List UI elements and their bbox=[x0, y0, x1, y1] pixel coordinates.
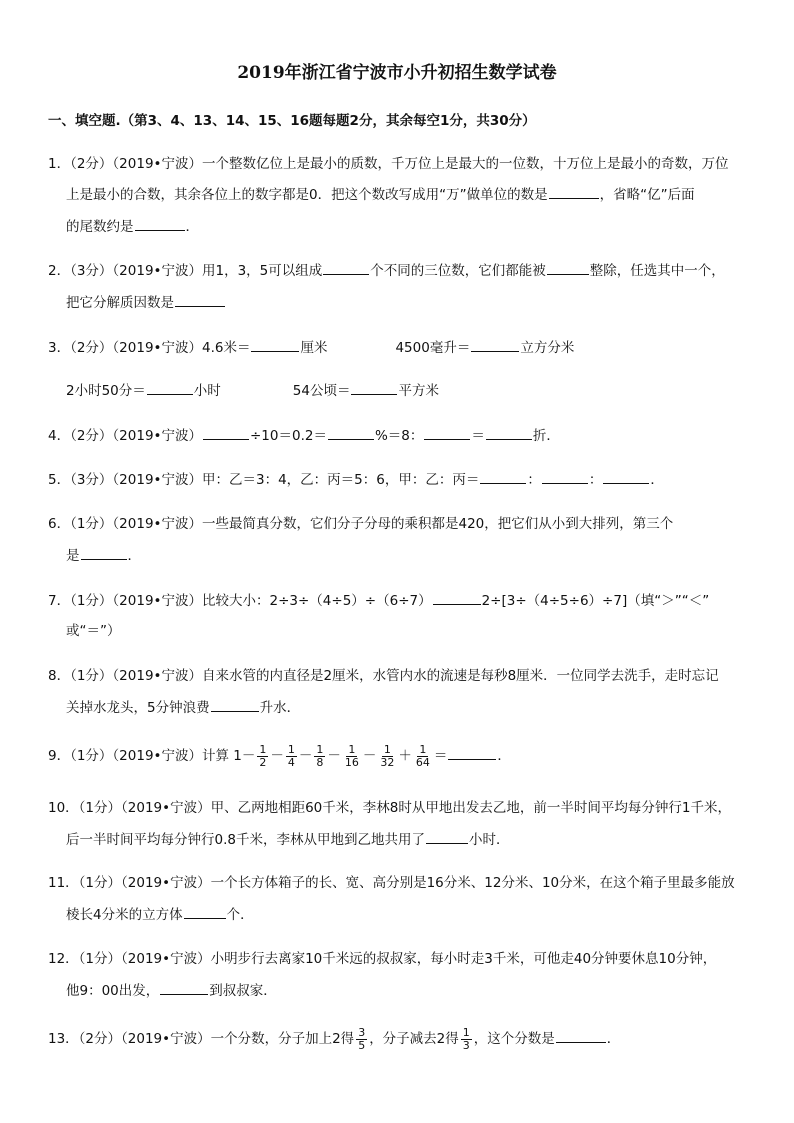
fraction: $\frac{1}{64}$ bbox=[415, 742, 430, 769]
question-1-line-2: 上是最小的合数，其余各位上的数字都是0．把这个数改写成用“万”做单位的数是 ，省略“亿”后面 bbox=[66, 184, 695, 205]
question-2-line-1: 2．（3分）（2019•宁波）用1，3，5可以组成 个不同的三位数，它们都能被 整除，任选其中一个， bbox=[48, 260, 725, 281]
fraction: $\frac{1}{16}$ bbox=[344, 742, 359, 769]
question-11-line-2: 棱长4分米的立方体 个． bbox=[66, 904, 254, 925]
answer-blank[interactable] bbox=[251, 337, 299, 352]
answer-blank[interactable] bbox=[203, 425, 249, 440]
question-10-line-2: 后一半时间平均每分钟行0.8千米，李林从甲地到乙地共用了 小时． bbox=[66, 829, 509, 850]
answer-blank[interactable] bbox=[184, 904, 226, 919]
answer-blank[interactable] bbox=[471, 337, 519, 352]
answer-blank[interactable] bbox=[175, 292, 225, 307]
answer-blank[interactable] bbox=[328, 425, 374, 440]
answer-blank[interactable] bbox=[211, 697, 259, 712]
fraction: $\frac{1}{4}$ bbox=[287, 742, 295, 769]
question-6-line-1: 6．（1分）（2019•宁波）一些最简真分数，它们分子分母的乘积都是420，把它们从小到大排列，第三个 bbox=[48, 516, 674, 532]
question-7-line-2: 或“＝”） bbox=[66, 623, 121, 639]
answer-blank[interactable] bbox=[542, 469, 588, 484]
question-2-line-2: 把它分解质因数是 bbox=[66, 292, 226, 313]
question-1-line-1: 1．（2分）（2019•宁波）一个整数亿位上是最小的质数，千万位上是最大的一位数，十万位上是最小的奇数，万位 bbox=[48, 156, 729, 172]
answer-blank[interactable] bbox=[135, 216, 185, 231]
question-3-line-1: 3．（2分）（2019•宁波）4.6米＝ 厘米 4500毫升＝ 立方分米 bbox=[48, 337, 574, 358]
question-3-line-2: 2小时50分＝ 小时 54公顷＝ 平方米 bbox=[66, 380, 439, 401]
answer-blank[interactable] bbox=[603, 469, 649, 484]
section-heading: 一、填空题.（第3、4、13、14、15、16题每题2分，其余每空1分，共30分） bbox=[48, 113, 536, 129]
answer-blank[interactable] bbox=[160, 980, 208, 995]
answer-blank[interactable] bbox=[81, 545, 127, 560]
question-8-line-1: 8．（1分）（2019•宁波）自来水管的内直径是2厘米，水管内水的流速是每秒8厘米．一位同学去洗手，走时忘记 bbox=[48, 668, 719, 684]
question-9: 9．（1分）（2019•宁波）计算 1－ $\frac{1}{2}$ － $\frac{1}{4}$ － $\frac{1}{8}$ － $\frac{1}{16}$ － $\frac{1}{32}$ ＋ $\frac{1}{64}$ ＝ ． bbox=[48, 742, 511, 769]
fraction: $\frac{1}{2}$ bbox=[259, 742, 267, 769]
question-11-line-1: 11．（1分）（2019•宁波）一个长方体箱子的长、宽、高分别是16分米、12分米、10分米，在这个箱子里最多能放 bbox=[48, 875, 735, 891]
answer-blank[interactable] bbox=[480, 469, 526, 484]
fraction: $\frac{1}{3}$ bbox=[462, 1025, 470, 1052]
question-4: 4．（2分）（2019•宁波） ÷10＝0.2＝ %＝8： ＝ 折． bbox=[48, 425, 560, 446]
question-10-line-1: 10．（1分）（2019•宁波）甲、乙两地相距60千米，李林8时从甲地出发去乙地，前一半时间平均每分钟行1千米， bbox=[48, 800, 731, 816]
question-12-line-1: 12．（1分）（2019•宁波）小明步行去离家10千米远的叔叔家，每小时走3千米，可他走40分钟要休息10分钟， bbox=[48, 951, 717, 967]
answer-blank[interactable] bbox=[448, 745, 496, 760]
fraction: $\frac{1}{32}$ bbox=[380, 742, 395, 769]
question-8-line-2: 关掉水龙头，5分钟浪费 升水． bbox=[66, 697, 300, 718]
question-5: 5．（3分）（2019•宁波）甲：乙＝3：4，乙：丙＝5：6，甲：乙：丙＝ ： ： ． bbox=[48, 469, 664, 490]
fraction: $\frac{1}{8}$ bbox=[316, 742, 324, 769]
question-12-line-2: 他9：00出发， 到叔叔家． bbox=[66, 980, 277, 1001]
question-7-line-1: 7．（1分）（2019•宁波）比较大小：2÷3÷（4÷5）÷（6÷7） 2÷[3÷（4÷5÷6）÷7]（填“＞”“＜” bbox=[48, 590, 709, 611]
fraction: $\frac{3}{5}$ bbox=[358, 1025, 366, 1052]
answer-blank[interactable] bbox=[486, 425, 532, 440]
answer-blank[interactable] bbox=[547, 260, 589, 275]
answer-blank[interactable] bbox=[147, 380, 193, 395]
answer-blank[interactable] bbox=[424, 425, 470, 440]
answer-blank[interactable] bbox=[323, 260, 369, 275]
page-title: 2019年浙江省宁波市小升初招生数学试卷 bbox=[237, 63, 557, 83]
answer-blank[interactable] bbox=[433, 590, 481, 605]
answer-blank[interactable] bbox=[426, 829, 468, 844]
answer-blank[interactable] bbox=[556, 1028, 606, 1043]
answer-blank[interactable] bbox=[351, 380, 397, 395]
answer-blank[interactable] bbox=[549, 184, 599, 199]
question-6-line-2: 是 ． bbox=[66, 545, 141, 566]
question-13: 13．（2分）（2019•宁波）一个分数，分子加上2得 $\frac{3}{5}$ ，分子减去2得 $\frac{1}{3}$ ，这个分数是 ． bbox=[48, 1025, 621, 1052]
question-1-line-3: 的尾数约是 ． bbox=[66, 216, 199, 237]
